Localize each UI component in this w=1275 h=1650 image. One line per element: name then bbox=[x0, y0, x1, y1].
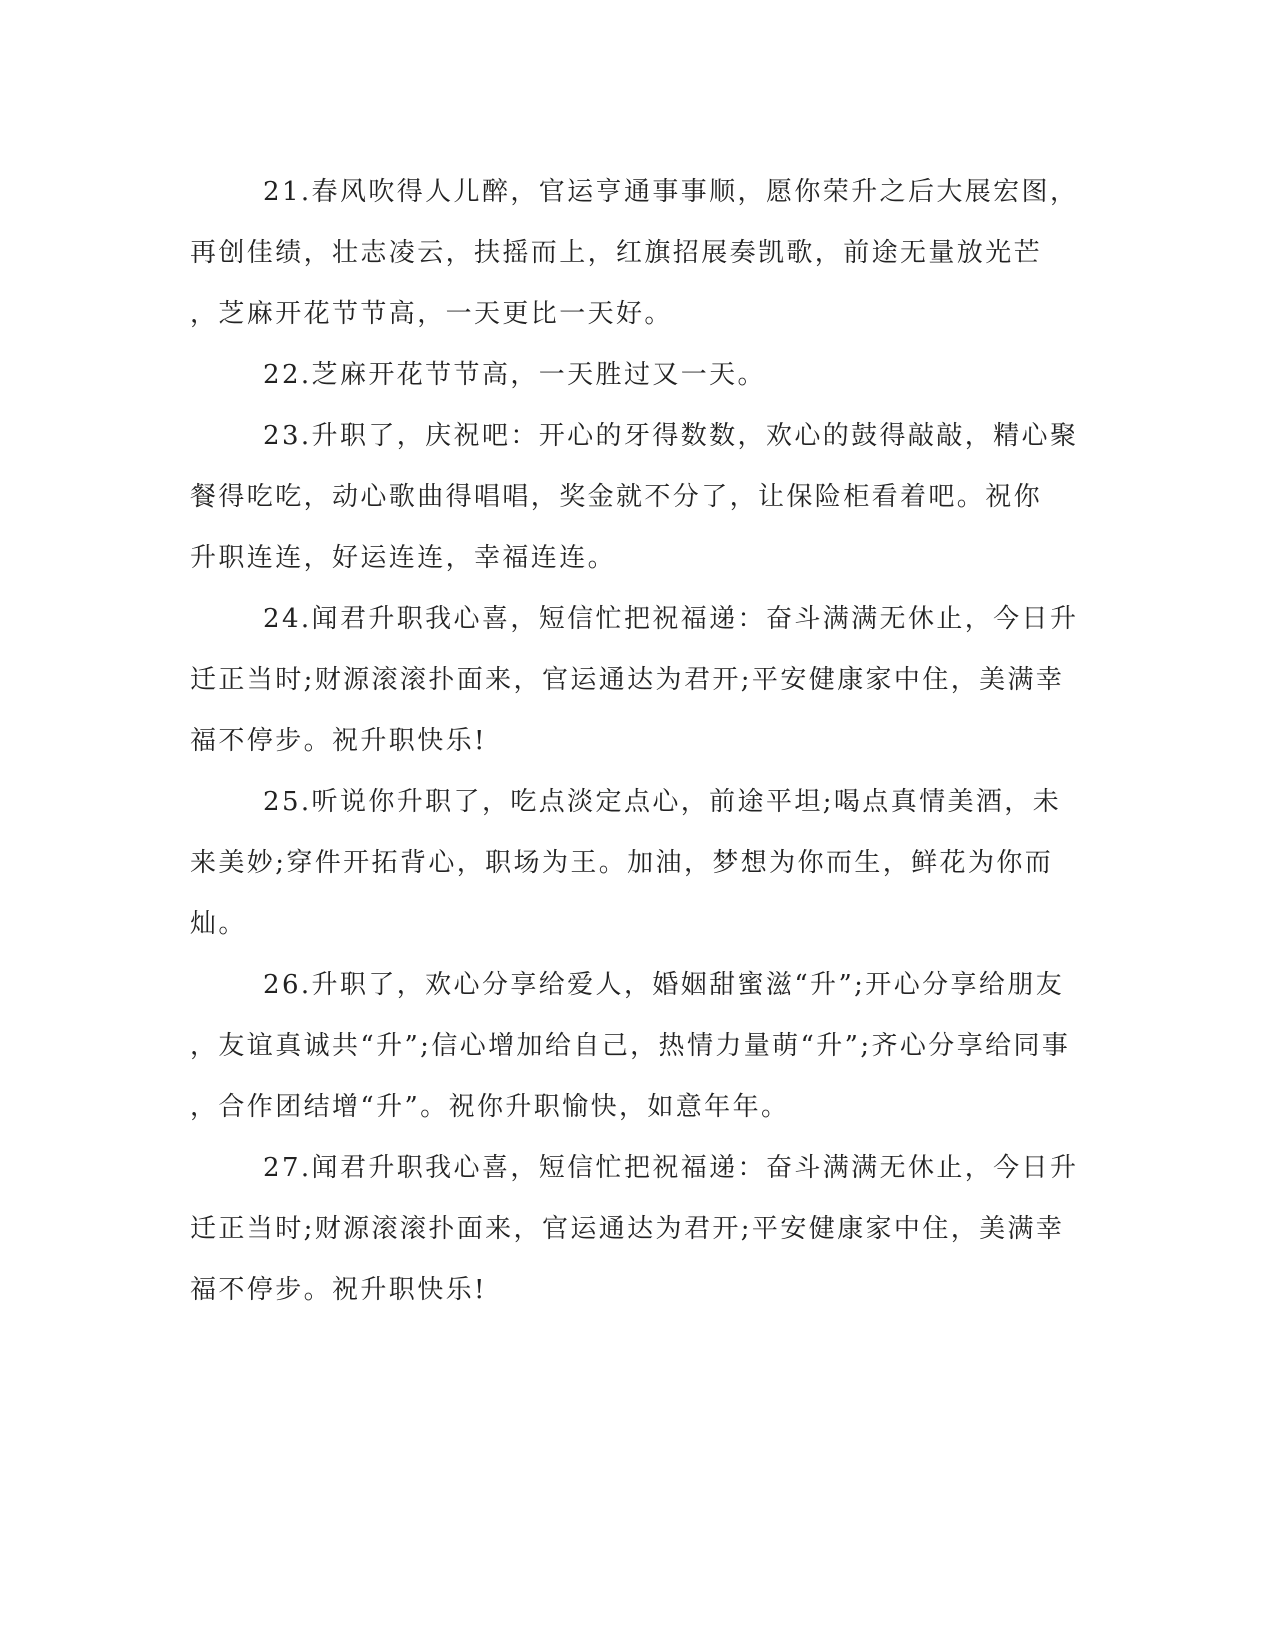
paragraph-line: ，合作团结增“升”。祝你升职愉快，如意年年。 bbox=[190, 1092, 790, 1122]
paragraph-line: 灿。 bbox=[190, 909, 247, 939]
paragraph-21 bbox=[190, 162, 1086, 345]
paragraph-22 bbox=[190, 345, 1086, 406]
paragraph-24 bbox=[190, 589, 1086, 772]
paragraph-line: ，友谊真诚共“升”;信心增加给自己，热情力量萌“升”;齐心分享给同事 bbox=[190, 1031, 1071, 1061]
paragraph-27 bbox=[190, 1138, 1086, 1321]
paragraph-line: 迁正当时;财源滚滚扑面来，官运通达为君开;平安健康家中住，美满幸 bbox=[190, 1214, 1065, 1244]
paragraph-line: 23.升职了，庆祝吧：开心的牙得数数，欢心的鼓得敲敲，精心聚 bbox=[263, 421, 1079, 451]
paragraph-23 bbox=[190, 406, 1086, 589]
paragraph-line: 21.春风吹得人儿醉，官运亨通事事顺，愿你荣升之后大展宏图， bbox=[263, 177, 1079, 207]
paragraph-line: 餐得吃吃，动心歌曲得唱唱，奖金就不分了，让保险柜看着吧。祝你 bbox=[190, 482, 1043, 512]
paragraph-line: 来美妙;穿件开拓背心，职场为王。加油，梦想为你而生，鲜花为你而 bbox=[190, 848, 1054, 878]
paragraph-25 bbox=[190, 772, 1086, 955]
paragraph-line: 升职连连，好运连连，幸福连连。 bbox=[190, 543, 617, 573]
paragraph-line: 24.闻君升职我心喜，短信忙把祝福递：奋斗满满无休止，今日升 bbox=[263, 604, 1079, 634]
paragraph-line: 福不停步。祝升职快乐! bbox=[190, 1275, 487, 1305]
paragraph-26 bbox=[190, 955, 1086, 1138]
paragraph-line: 迁正当时;财源滚滚扑面来，官运通达为君开;平安健康家中住，美满幸 bbox=[190, 665, 1065, 695]
paragraph-line: 福不停步。祝升职快乐! bbox=[190, 726, 487, 756]
paragraph-line: 27.闻君升职我心喜，短信忙把祝福递：奋斗满满无休止，今日升 bbox=[263, 1153, 1079, 1183]
paragraph-line: 25.听说你升职了，吃点淡定点心，前途平坦;喝点真情美酒，未 bbox=[263, 787, 1062, 817]
paragraph-line: 22.芝麻开花节节高，一天胜过又一天。 bbox=[263, 360, 766, 390]
document-body bbox=[190, 162, 1086, 1321]
paragraph-line: 再创佳绩，壮志凌云，扶摇而上，红旗招展奏凯歌，前途无量放光芒 bbox=[190, 238, 1043, 268]
paragraph-line: 26.升职了，欢心分享给爱人，婚姻甜蜜滋“升”;开心分享给朋友 bbox=[263, 970, 1065, 1000]
paragraph-line: ，芝麻开花节节高，一天更比一天好。 bbox=[190, 299, 673, 329]
